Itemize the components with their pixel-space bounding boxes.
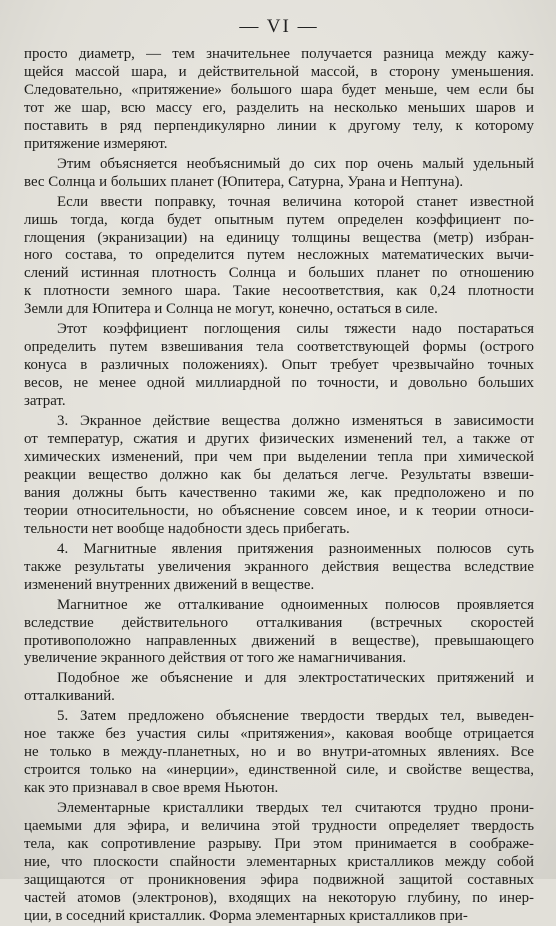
text-line: защищаются от проникновения эфира подвижной защитой составных <box>24 871 534 888</box>
text-line: 3. Экранное действие вещества должно изменяться в зависимости <box>57 413 534 430</box>
text-line: слений истинная плотность Солнца и больших планет по отношению <box>24 265 534 282</box>
text-line: 4. Магнитные явления притяжения разноименных полюсов суть <box>57 540 534 557</box>
text-line: поставить в ряд перпендикулярно линии к другому телу, к которому <box>24 117 534 134</box>
text-line: тела, как сопротивление разрыву. При этом принимается в соображе- <box>24 835 534 852</box>
text-line: вследствие действительного отталкивания (встречных скоростей <box>24 614 534 631</box>
text-line: отталкиваний. <box>24 688 115 705</box>
paragraph <box>24 46 534 154</box>
paragraph <box>24 156 534 192</box>
text-line: конуса в различных положениях). Опыт требует чрезвычайно точных <box>24 357 534 374</box>
text-line: цаемыми для эфира, и величина этой трудности определяет твердость <box>24 818 534 835</box>
text-line: 5. Затем предложено объяснение твердости твердых тел, выведен- <box>57 708 534 725</box>
text-line: реакции вещество должно как бы делаться легче. Результаты взвеши- <box>24 466 534 483</box>
text-line: от температур, сжатия и других физических изменений тел, а также от <box>24 431 534 448</box>
text-line: просто диаметр, — тем значительнее получается разница между кажу- <box>24 46 534 62</box>
text-line: ного состава, то определится путем несложных математических вычи- <box>24 247 534 264</box>
paragraph <box>24 541 534 595</box>
text-line: тот же шар, всю массу его, разделить на несколько меньших шаров и <box>24 99 534 116</box>
text-line: притяжение измеряют. <box>24 135 168 152</box>
text-line: изменений внутренних движений в веществе. <box>24 576 315 593</box>
text-line: определить путем взвешивания тела соответствующей формы (острого <box>24 339 534 356</box>
text-line: лишь тогда, когда будет опытным путем определен коэффициент по- <box>24 211 534 228</box>
text-line: Следовательно, «притяжение» большого шара будет меньше, чем если бы <box>24 81 534 98</box>
text-line: теории относительности, но объяснение совсем иное, и к теории относи- <box>24 502 534 519</box>
text-line: Элементарные кристаллики твердых тел считаются трудно прони- <box>57 800 534 817</box>
text-line: вания должны быть качественно такими же, как предположено и по <box>24 484 534 501</box>
text-line: химических изменений, при чем при выделении тепла при химической <box>24 448 534 465</box>
text-line: ции, в соседний кристаллик. Форма элементарных кристалликов при- <box>24 907 468 924</box>
text-line: ное также без участия силы «притяжения», каковая вообще отрицается <box>24 726 534 743</box>
text-line: весов, не менее одной миллиардной по точности, и довольно больших <box>24 375 534 392</box>
paragraph <box>24 708 534 798</box>
text-line: увеличение экранного действия от того же намагничивания. <box>24 650 407 667</box>
paragraph <box>24 800 534 926</box>
paragraph <box>24 597 534 669</box>
text-line: Магнитное же отталкивание одноименных полюсов проявляется <box>57 596 534 613</box>
text-line: щейся массой шара, и действительной массой, в сторону уменьшения. <box>24 63 534 80</box>
text-line: также результаты увеличения экранного действия вещества вследствие <box>24 558 534 575</box>
paragraph <box>24 321 534 411</box>
text-line: Подобное же объяснение и для электростатических притяжений и <box>57 670 534 687</box>
text-line: не только в между-планетных, но и во внутри-атомных явлениях. Все <box>24 744 534 761</box>
text-line: ние, что плоскости спайности элементарных кристалликов между собой <box>24 853 534 870</box>
text-line: Если ввести поправку, точная величина которой станет известной <box>57 193 534 210</box>
body-text <box>24 46 534 926</box>
text-line: вес Солнца и больших планет (Юпитера, Сатурна, Урана и Нептуна). <box>24 173 464 190</box>
text-line: строится только на «инерции», единственной силе, и свойстве вещества, <box>24 762 534 779</box>
text-line: частей атомов (электронов), входящих на некоторую глубину, по инер- <box>24 889 534 906</box>
text-line: Этим объясняется необъяснимый до сих пор очень малый удельный <box>57 155 534 172</box>
text-line: Этот коэффициент поглощения силы тяжести надо постараться <box>57 321 534 338</box>
text-line: противоположно направленных движений в веществе), превышающего <box>24 632 534 649</box>
paragraph <box>24 413 534 539</box>
paragraph <box>24 670 534 706</box>
text-line: глощения (экранизации) на единицу толщины вещества (метр) избран- <box>24 229 534 246</box>
text-line: к плотности земного шара. Такие несоответствия, как 0,24 плотности <box>24 283 534 300</box>
text-line: тельности нет вообще надобности здесь прибегать. <box>24 520 350 537</box>
page-number-header: — VI — <box>239 16 319 37</box>
text-line: Земли для Юпитера и Солнца не могут, конечно, остаться в силе. <box>24 301 438 318</box>
text-line: как это признавал в свое время Ньютон. <box>24 780 279 797</box>
text-line: затрат. <box>24 393 66 410</box>
paragraph <box>24 194 534 320</box>
